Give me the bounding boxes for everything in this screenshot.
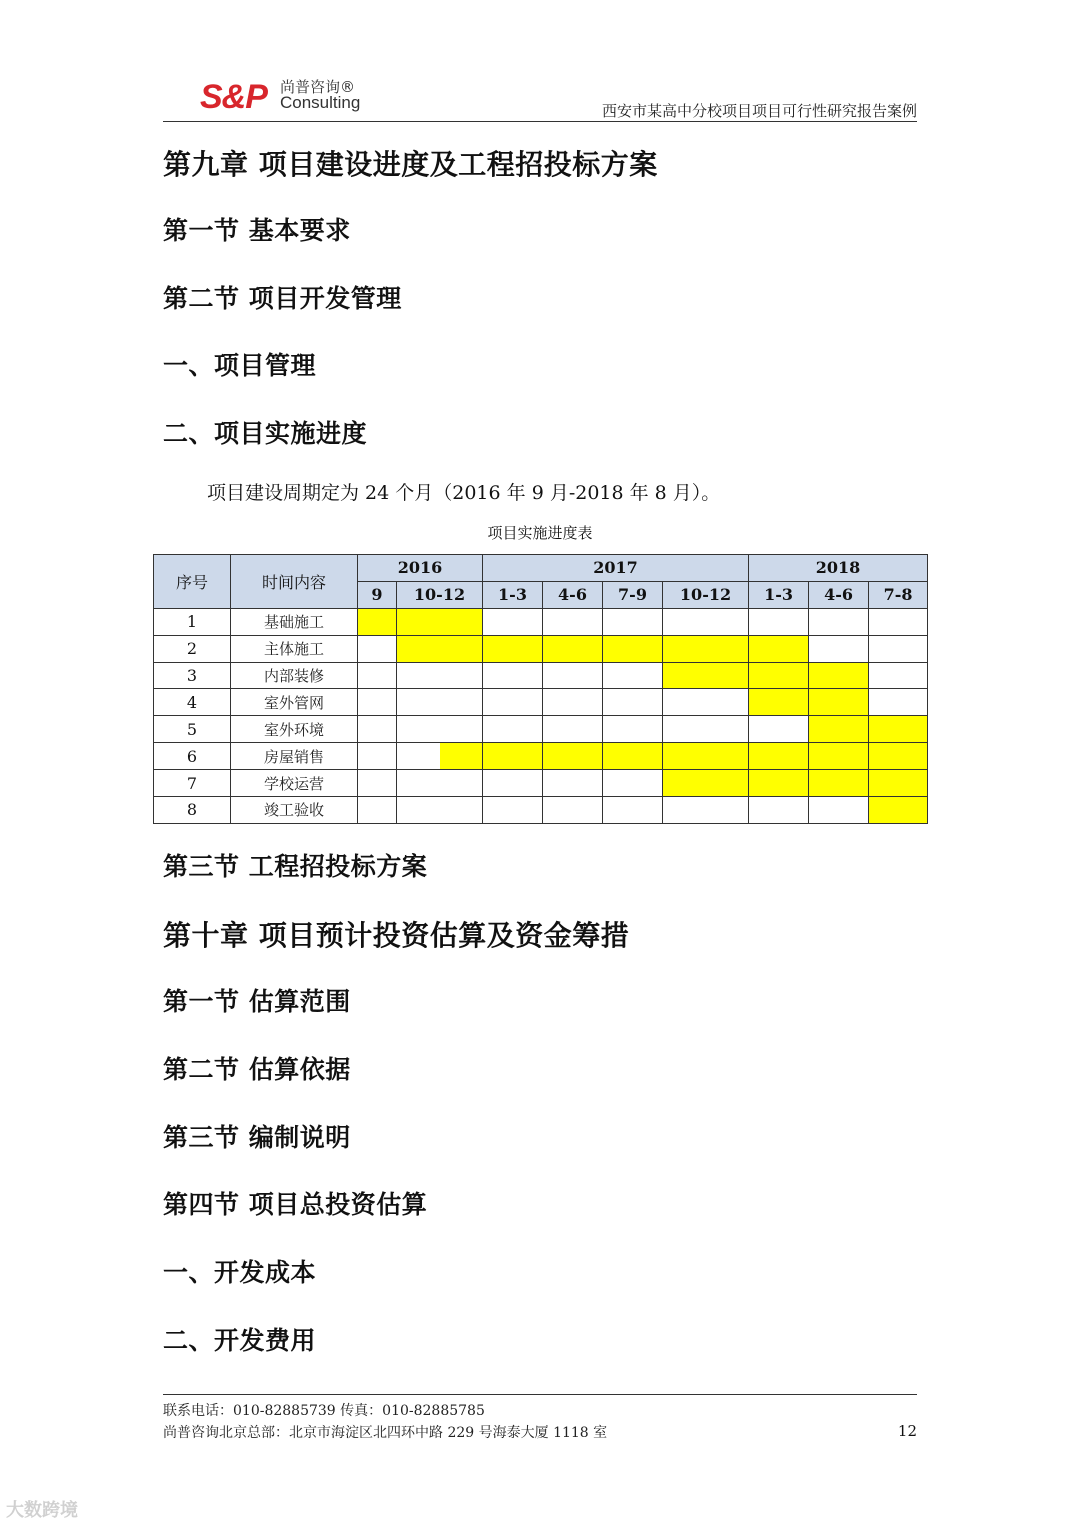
schedule-cell [869,662,928,689]
schedule-cell [869,743,928,770]
row-task-name: 室外环境 [231,716,358,743]
schedule-cell [358,689,397,716]
schedule-cell [749,770,809,797]
footer-address: 尚普咨询北京总部：北京市海淀区北四环中路 229 号海泰大厦 1118 室 [163,1425,608,1441]
period-header: 4-6 [809,581,869,608]
schedule-cell [869,716,928,743]
schedule-cell [663,608,749,635]
company-logo [200,76,400,116]
schedule-cell [543,797,603,824]
logo-sp-mark: S&P [200,78,267,116]
header-time-content: 时间内容 [231,555,358,609]
row-task-name: 室外管网 [231,689,358,716]
schedule-cell [358,716,397,743]
schedule-cell [483,797,543,824]
logo-chinese-name: 尚普咨询® [280,78,356,96]
schedule-cell [809,770,869,797]
schedule-cell [397,797,483,824]
schedule-cell [809,608,869,635]
period-header: 7-9 [603,581,663,608]
schedule-fill-bar [749,663,808,689]
schedule-cell [397,689,483,716]
period-header: 4-6 [543,581,603,608]
schedule-fill-bar [603,743,662,769]
schedule-cell [603,743,663,770]
schedule-fill-bar [543,743,602,769]
schedule-cell [663,770,749,797]
schedule-cell [603,635,663,662]
row-task-name: 竣工验收 [231,797,358,824]
schedule-fill-bar [749,689,808,715]
schedule-fill-bar [749,770,808,796]
schedule-cell [397,662,483,689]
schedule-cell [749,689,809,716]
section-total-investment: 第四节 项目总投资估算 [163,1190,428,1219]
row-task-name: 内部装修 [231,662,358,689]
schedule-cell [869,635,928,662]
schedule-cell [809,797,869,824]
year-header-2016: 2016 [358,555,483,582]
schedule-cell [663,689,749,716]
schedule-cell [749,608,809,635]
schedule-table [153,554,928,824]
schedule-cell [749,743,809,770]
schedule-cell [663,797,749,824]
schedule-cell [603,770,663,797]
schedule-cell [603,662,663,689]
table-row [154,770,928,797]
schedule-cell [869,797,928,824]
construction-period-text: 项目建设周期定为 24 个月（2016 年 9 月-2018 年 8 月）。 [207,482,721,504]
schedule-cell [663,635,749,662]
period-header: 1-3 [749,581,809,608]
chapter-10-heading: 第十章 项目预计投资估算及资金筹措 [163,919,630,952]
row-seq-no: 1 [154,608,231,635]
row-seq-no: 3 [154,662,231,689]
schedule-fill-bar [663,636,748,662]
header-divider [163,121,917,122]
row-seq-no: 2 [154,635,231,662]
schedule-fill-bar [440,743,483,769]
row-seq-no: 4 [154,689,231,716]
schedule-cell [663,743,749,770]
section-estimation-scope: 第一节 估算范围 [163,987,351,1016]
schedule-cell [358,797,397,824]
schedule-cell [358,743,397,770]
table-row [154,635,928,662]
period-header: 10-12 [397,581,483,608]
schedule-fill-bar [358,609,396,635]
schedule-cell [543,743,603,770]
schedule-fill-bar [397,609,482,635]
schedule-fill-bar [663,663,748,689]
schedule-cell [809,662,869,689]
schedule-fill-bar [809,770,868,796]
schedule-cell [869,770,928,797]
year-header-2018: 2018 [749,555,928,582]
schedule-cell [543,770,603,797]
subsection-project-management: 一、项目管理 [163,351,317,380]
schedule-cell [483,743,543,770]
watermark: 大数跨境 [6,1500,78,1521]
table-row [154,662,928,689]
schedule-cell [358,770,397,797]
period-header: 1-3 [483,581,543,608]
schedule-cell [809,716,869,743]
schedule-cell [749,662,809,689]
schedule-cell [397,635,483,662]
schedule-fill-bar [809,663,868,689]
schedule-cell [483,662,543,689]
subsection-implementation-schedule: 二、项目实施进度 [163,419,368,448]
schedule-cell [603,608,663,635]
schedule-fill-bar [869,797,927,823]
schedule-fill-bar [869,770,927,796]
row-seq-no: 6 [154,743,231,770]
schedule-cell [749,716,809,743]
schedule-cell [543,716,603,743]
schedule-cell [397,716,483,743]
schedule-fill-bar [749,743,808,769]
footer-contact: 联系电话：010-82885739 传真：010-82885785 [163,1403,485,1419]
schedule-cell [809,635,869,662]
schedule-cell [663,716,749,743]
schedule-fill-bar [749,636,808,662]
schedule-fill-bar [809,689,868,715]
schedule-cell [543,662,603,689]
schedule-fill-bar [603,636,662,662]
schedule-fill-bar [809,743,868,769]
schedule-cell [603,716,663,743]
row-seq-no: 8 [154,797,231,824]
schedule-fill-bar [483,636,542,662]
schedule-cell [809,743,869,770]
row-task-name: 学校运营 [231,770,358,797]
schedule-cell [397,770,483,797]
schedule-cell [483,770,543,797]
page-number: 12 [897,1422,917,1440]
schedule-fill-bar [397,636,482,662]
schedule-fill-bar [663,743,748,769]
period-header: 10-12 [663,581,749,608]
subsection-dev-expense: 二、开发费用 [163,1326,317,1355]
schedule-cell [603,797,663,824]
section-project-dev-management: 第二节 项目开发管理 [163,284,402,313]
schedule-fill-bar [809,716,868,742]
row-seq-no: 7 [154,770,231,797]
schedule-cell [869,689,928,716]
schedule-cell [358,662,397,689]
schedule-fill-bar [543,636,602,662]
section-basic-requirements: 第一节 基本要求 [163,216,351,245]
header-seq-no: 序号 [154,555,231,609]
period-header: 9 [358,581,397,608]
header-document-title: 西安市某高中分校项目项目可行性研究报告案例 [601,102,917,120]
footer-divider [163,1394,917,1395]
schedule-cell [809,689,869,716]
table-row [154,797,928,824]
row-task-name: 主体施工 [231,635,358,662]
schedule-cell [603,689,663,716]
table-row [154,608,928,635]
row-seq-no: 5 [154,716,231,743]
period-header: 7-8 [869,581,928,608]
logo-english-name: Consulting [280,93,361,112]
schedule-cell [397,608,483,635]
schedule-cell [483,608,543,635]
schedule-fill-bar [869,716,927,742]
schedule-cell [543,689,603,716]
schedule-fill-bar [869,743,927,769]
schedule-cell [543,635,603,662]
row-task-name: 基础施工 [231,608,358,635]
schedule-fill-bar [483,743,542,769]
schedule-cell [358,608,397,635]
schedule-fill-bar [663,770,748,796]
table-row [154,689,928,716]
table-row [154,716,928,743]
chapter-9-heading: 第九章 项目建设进度及工程招投标方案 [163,148,658,181]
year-header-2017: 2017 [483,555,749,582]
row-task-name: 房屋销售 [231,743,358,770]
schedule-cell [397,743,483,770]
table-row [154,743,928,770]
subsection-dev-cost: 一、开发成本 [163,1258,317,1287]
table-caption: 项目实施进度表 [487,524,593,542]
schedule-cell [749,797,809,824]
schedule-cell [869,608,928,635]
schedule-cell [358,635,397,662]
schedule-cell [663,662,749,689]
schedule-cell [749,635,809,662]
schedule-cell [483,689,543,716]
section-bidding-plan: 第三节 工程招投标方案 [163,852,428,881]
section-compilation-notes: 第三节 编制说明 [163,1123,351,1152]
schedule-cell [483,635,543,662]
schedule-cell [543,608,603,635]
schedule-cell [483,716,543,743]
section-estimation-basis: 第二节 估算依据 [163,1055,351,1084]
